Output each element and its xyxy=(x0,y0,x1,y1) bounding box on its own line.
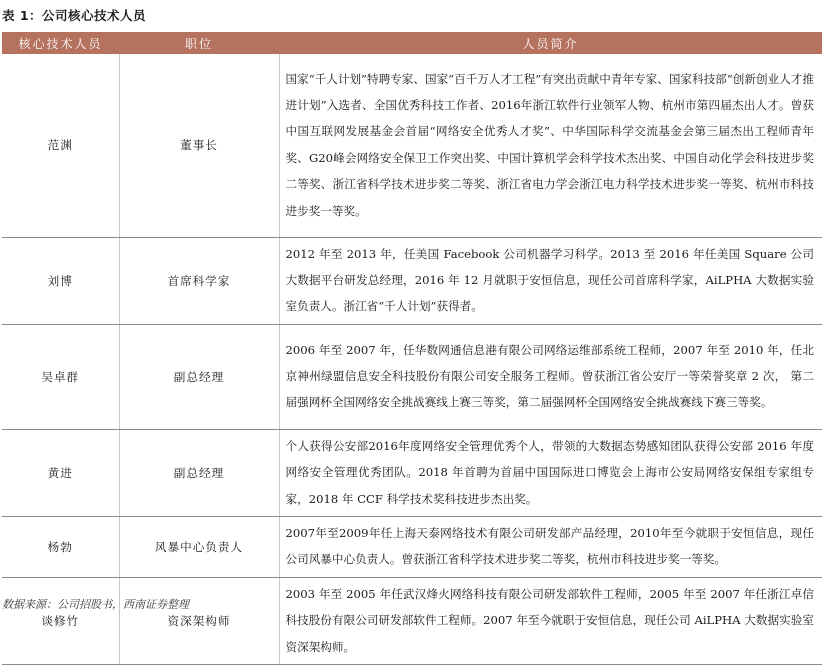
staff-bio: 2007年至2009年任上海天泰网络技术有限公司研发部产品经理，2010年至今就职于安恒信息，现任公司风暴中心负责人。曾获浙江省科学技术进步奖二等奖，杭州市科技进步奖一等奖。 xyxy=(279,516,822,577)
table-caption: 表 1：公司核心技术人员 xyxy=(2,8,147,23)
staff-name: 谈修竹 xyxy=(2,577,119,664)
staff-name: 杨勃 xyxy=(2,516,119,577)
staff-position: 风暴中心负责人 xyxy=(119,516,279,577)
table-row xyxy=(2,324,822,429)
table-row xyxy=(2,237,822,324)
staff-bio: 2006 年至 2007 年，任华数网通信息港有限公司网络运维部系统工程师，2007 年至 2010 年，任北京神州绿盟信息安全科技股份有限公司安全服务工程师。曾获浙江省公安厅一等荣誉奖章 2 次， 第二届强网杯全国网络安全挑战赛线上赛三等奖，第二届强网杯全国网络安全挑战赛线下赛三等奖。 xyxy=(279,324,822,429)
header-position: 职位 xyxy=(119,32,279,54)
staff-name: 刘博 xyxy=(2,237,119,324)
staff-bio: 2003 年至 2005 年任武汉烽火网络科技有限公司研发部软件工程师，2005 年至 2007 年任浙江卓信科技股份有限公司研发部软件工程师。2007 年至今就职于安恒信息，现任公司 AiLPHA 大数据实验室资深架构师。 xyxy=(279,577,822,664)
table-row xyxy=(2,54,822,237)
staff-name: 范渊 xyxy=(2,54,119,237)
table-row xyxy=(2,516,822,577)
core-tech-staff-table xyxy=(2,32,822,665)
staff-position: 资深架构师 xyxy=(119,577,279,664)
staff-bio: 个人获得公安部2016年度网络安全管理优秀个人，带领的大数据态势感知团队获得公安部 2016 年度网络安全管理优秀团队。2018 年首聘为首届中国国际进口博览会上海市公安局网络安保组专家组专家，2018 年 CCF 科学技术奖科技进步杰出奖。 xyxy=(279,429,822,516)
staff-bio: 国家“千人计划”特聘专家、国家“百千万人才工程”有突出贡献中青年专家、国家科技部“创新创业人才推进计划”入选者、全国优秀科技工作者、2016年浙江软件行业领军人物、杭州市第四届杰出人才。曾获中国互联网发展基金会首届“网络安全优秀人才奖”、中华国际科学交流基金会第三届杰出工程师青年奖、G20峰会网络安全保卫工作突出奖、中国计算机学会科学技术杰出奖、中国自动化学会科技进步奖二等奖、浙江省科学技术进步奖二等奖、浙江省电力学会浙江电力科学技术进步奖一等奖、杭州市科技进步奖一等奖。 xyxy=(279,54,822,237)
staff-position: 副总经理 xyxy=(119,324,279,429)
table-row xyxy=(2,577,822,664)
table-header-row xyxy=(2,32,822,54)
data-source-note: 数据来源：公司招股书，西南证券整理 xyxy=(2,598,189,611)
staff-position: 董事长 xyxy=(119,54,279,237)
staff-position: 首席科学家 xyxy=(119,237,279,324)
header-staff: 核心技术人员 xyxy=(2,32,119,54)
staff-position: 副总经理 xyxy=(119,429,279,516)
header-profile: 人员简介 xyxy=(279,32,822,54)
staff-name: 黄进 xyxy=(2,429,119,516)
table-row xyxy=(2,429,822,516)
staff-name: 吴卓群 xyxy=(2,324,119,429)
staff-bio: 2012 年至 2013 年，任美国 Facebook 公司机器学习科学。2013 至 2016 年任美国 Square 公司大数据平台研发总经理，2016 年 12 月就职于安恒信息，现任公司首席科学家，AiLPHA 大数据实验室负责人。浙江省“千人计划”获得者。 xyxy=(279,237,822,324)
